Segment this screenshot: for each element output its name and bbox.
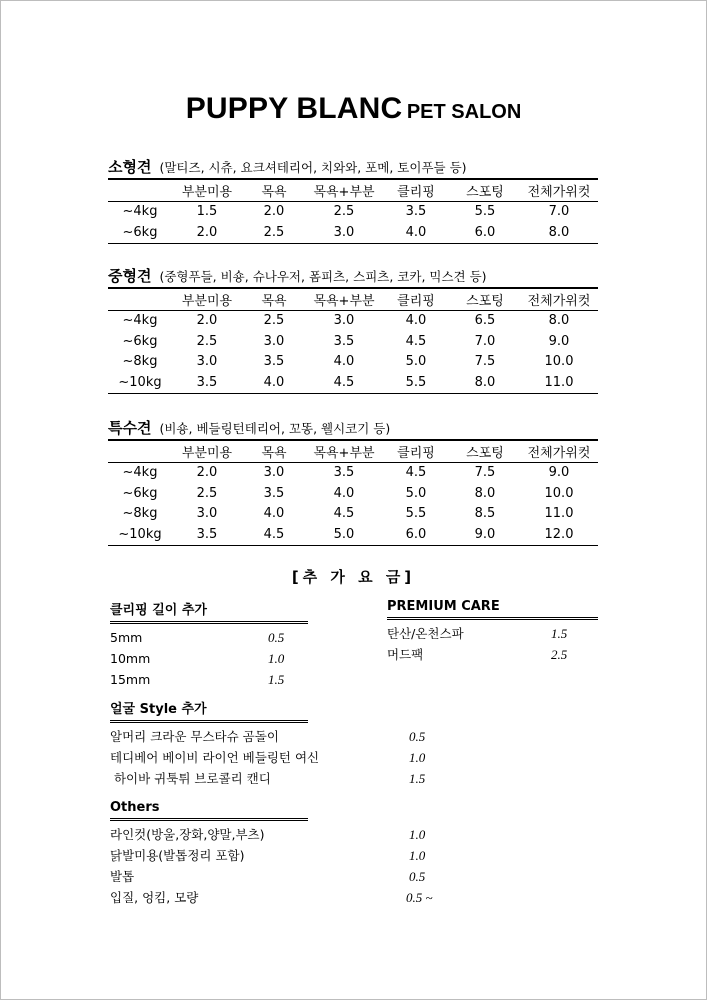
section-desc: (비숑, 베들링턴테리어, 꼬똥, 웰시코기 등) bbox=[159, 421, 391, 436]
table-row bbox=[108, 462, 598, 483]
col-bath-partial: 목욕+부분 bbox=[313, 445, 375, 461]
list-item bbox=[110, 747, 426, 768]
section-desc: (말티즈, 시츄, 요크셔테리어, 치와와, 포메, 토이푸들 등) bbox=[159, 160, 467, 175]
item-label: 발톱 bbox=[110, 869, 135, 884]
cell: 2.5 bbox=[333, 204, 355, 220]
cell: 4.5 bbox=[333, 506, 355, 522]
list-item bbox=[110, 824, 426, 845]
col-sporting: 스포팅 bbox=[466, 184, 504, 200]
col-clipping: 클리핑 bbox=[397, 184, 435, 200]
cell: ~8kg bbox=[122, 506, 158, 522]
item-value: 1.5 bbox=[409, 771, 426, 786]
section-header bbox=[108, 417, 598, 439]
block-title: PREMIUM CARE bbox=[387, 599, 598, 620]
col-weight bbox=[108, 179, 172, 201]
cell: 11.0 bbox=[544, 374, 574, 390]
title-sub: PET SALON bbox=[406, 101, 522, 123]
cell: 7.5 bbox=[474, 465, 496, 481]
cell: ~10kg bbox=[118, 374, 162, 390]
table-row bbox=[108, 372, 598, 393]
cell: 6.0 bbox=[474, 224, 496, 240]
section-small-dogs bbox=[108, 156, 598, 244]
cell: 4.5 bbox=[405, 465, 427, 481]
cell: 4.0 bbox=[405, 224, 427, 240]
block-title: 클리핑 길이 추가 bbox=[110, 599, 308, 624]
item-label: 머드팩 bbox=[387, 647, 424, 662]
item-label: 알머리 크라운 무스타슈 곰돌이 bbox=[110, 729, 279, 744]
cell: 3.5 bbox=[196, 374, 218, 390]
cell: 3.0 bbox=[333, 313, 355, 329]
item-value: 0.5 ~ bbox=[406, 890, 433, 905]
item-label: 입질, 엉킴, 모량 bbox=[110, 890, 199, 905]
table-row bbox=[108, 352, 598, 373]
cell: 5.5 bbox=[474, 204, 496, 220]
item-value: 1.5 bbox=[551, 626, 568, 641]
cell: 5.0 bbox=[333, 526, 355, 542]
cell: 6.0 bbox=[405, 526, 427, 542]
cell: ~6kg bbox=[122, 333, 158, 349]
cell: 4.0 bbox=[333, 485, 355, 501]
table-header-row bbox=[108, 440, 598, 462]
cell: 11.0 bbox=[544, 506, 574, 522]
cell: 5.5 bbox=[405, 506, 427, 522]
face-style-block bbox=[110, 698, 426, 789]
col-partial: 부분미용 bbox=[181, 445, 233, 461]
section-name: 특수견 bbox=[108, 419, 152, 437]
table-row bbox=[108, 483, 598, 504]
cell: 3.5 bbox=[405, 204, 427, 220]
item-value: 1.5 bbox=[268, 672, 285, 687]
col-clipping: 클리핑 bbox=[397, 445, 435, 461]
item-label: 10mm bbox=[110, 651, 151, 666]
col-scissor: 전체가위컷 bbox=[527, 445, 591, 461]
col-sporting: 스포팅 bbox=[466, 293, 504, 309]
col-bath-partial: 목욕+부분 bbox=[313, 184, 375, 200]
item-label: 하이바 귀툭튀 브로콜리 캔디 bbox=[110, 771, 271, 786]
table-row bbox=[108, 504, 598, 525]
block-title: 얼굴 Style 추가 bbox=[110, 698, 308, 723]
col-bath: 목욕 bbox=[261, 293, 287, 309]
table-row bbox=[108, 331, 598, 352]
cell: ~6kg bbox=[122, 485, 158, 501]
col-partial: 부분미용 bbox=[181, 293, 233, 309]
cell: ~4kg bbox=[122, 204, 158, 220]
cell: 4.0 bbox=[263, 374, 285, 390]
cell: 3.0 bbox=[333, 224, 355, 240]
extra-fees-title: [추 가 요 금] bbox=[291, 568, 416, 586]
cell: 9.0 bbox=[474, 526, 496, 542]
table-row bbox=[108, 524, 598, 545]
list-item bbox=[110, 845, 426, 866]
col-clipping: 클리핑 bbox=[397, 293, 435, 309]
item-value: 0.5 bbox=[409, 729, 426, 744]
cell: 1.5 bbox=[196, 204, 218, 220]
cell: 4.0 bbox=[263, 506, 285, 522]
cell: 9.0 bbox=[548, 465, 570, 481]
block-title: Others bbox=[110, 800, 308, 821]
cell: 2.0 bbox=[263, 204, 285, 220]
cell: 2.5 bbox=[263, 313, 285, 329]
cell: 8.5 bbox=[474, 506, 496, 522]
item-value: 0.5 bbox=[268, 630, 285, 645]
cell: 9.0 bbox=[548, 333, 570, 349]
list-item bbox=[110, 669, 308, 690]
list-item bbox=[110, 866, 426, 887]
col-weight bbox=[108, 288, 172, 310]
others-block bbox=[110, 800, 433, 908]
list-item bbox=[387, 644, 598, 665]
section-desc: (중형푸들, 비숑, 슈나우저, 폼피츠, 스피츠, 코카, 믹스견 등) bbox=[159, 269, 487, 284]
item-label: 라인컷(방울,장화,양말,부츠) bbox=[110, 827, 265, 842]
cell: 2.0 bbox=[196, 465, 218, 481]
item-value: 1.0 bbox=[409, 848, 426, 863]
cell: 10.0 bbox=[544, 354, 574, 370]
cell: 7.0 bbox=[474, 333, 496, 349]
cell: 4.0 bbox=[405, 313, 427, 329]
cell: 8.0 bbox=[474, 374, 496, 390]
col-partial: 부분미용 bbox=[181, 184, 233, 200]
list-item bbox=[110, 627, 308, 648]
cell: 2.0 bbox=[196, 224, 218, 240]
cell: 4.5 bbox=[333, 374, 355, 390]
cell: ~4kg bbox=[122, 465, 158, 481]
cell: 7.0 bbox=[548, 204, 570, 220]
cell: 2.5 bbox=[196, 485, 218, 501]
cell: 8.0 bbox=[474, 485, 496, 501]
cell: 8.0 bbox=[548, 313, 570, 329]
col-bath: 목욕 bbox=[261, 445, 287, 461]
item-value: 2.5 bbox=[551, 647, 568, 662]
cell: 4.5 bbox=[405, 333, 427, 349]
col-sporting: 스포팅 bbox=[466, 445, 504, 461]
table-row bbox=[108, 310, 598, 331]
cell: 4.0 bbox=[333, 354, 355, 370]
cell: 2.0 bbox=[196, 313, 218, 329]
cell: 3.0 bbox=[196, 506, 218, 522]
table-header-row bbox=[108, 288, 598, 310]
table-row bbox=[108, 201, 598, 222]
section-special-dogs bbox=[108, 417, 598, 546]
cell: 5.5 bbox=[405, 374, 427, 390]
cell: ~6kg bbox=[122, 224, 158, 240]
item-label: 15mm bbox=[110, 672, 151, 687]
cell: 3.0 bbox=[196, 354, 218, 370]
price-table bbox=[108, 178, 598, 244]
cell: 2.5 bbox=[263, 224, 285, 240]
cell: 10.0 bbox=[544, 485, 574, 501]
item-label: 테디베어 베이비 라이언 베들링턴 여신 bbox=[110, 750, 320, 765]
salon-title bbox=[0, 92, 707, 126]
section-header bbox=[108, 265, 598, 287]
cell: 3.5 bbox=[263, 485, 285, 501]
cell: 5.0 bbox=[405, 485, 427, 501]
price-table bbox=[108, 439, 598, 546]
cell: ~10kg bbox=[118, 526, 162, 542]
col-bath-partial: 목욕+부분 bbox=[313, 293, 375, 309]
title-main: PUPPY BLANC bbox=[185, 92, 403, 125]
item-value: 1.0 bbox=[409, 750, 426, 765]
clipping-length-block bbox=[110, 599, 308, 690]
item-label: 5mm bbox=[110, 630, 143, 645]
cell: ~4kg bbox=[122, 313, 158, 329]
cell: 6.5 bbox=[474, 313, 496, 329]
premium-care-block bbox=[387, 599, 598, 665]
table-row bbox=[108, 222, 598, 243]
section-name: 중형견 bbox=[108, 267, 152, 285]
price-table bbox=[108, 287, 598, 394]
cell: 2.5 bbox=[196, 333, 218, 349]
item-value: 1.0 bbox=[268, 651, 285, 666]
item-value: 0.5 bbox=[409, 869, 426, 884]
item-value: 1.0 bbox=[409, 827, 426, 842]
cell: 3.0 bbox=[263, 465, 285, 481]
cell: 3.5 bbox=[333, 333, 355, 349]
col-bath: 목욕 bbox=[261, 184, 287, 200]
cell: 4.5 bbox=[263, 526, 285, 542]
section-header bbox=[108, 156, 598, 178]
cell: 3.5 bbox=[263, 354, 285, 370]
list-item bbox=[110, 648, 308, 669]
col-weight bbox=[108, 440, 172, 462]
list-item bbox=[110, 726, 426, 747]
cell: 7.5 bbox=[474, 354, 496, 370]
list-item bbox=[110, 887, 433, 908]
list-item bbox=[387, 623, 598, 644]
cell: 3.0 bbox=[263, 333, 285, 349]
item-label: 탄산/온천스파 bbox=[387, 626, 464, 641]
cell: 5.0 bbox=[405, 354, 427, 370]
list-item bbox=[110, 768, 426, 789]
section-medium-dogs bbox=[108, 265, 598, 394]
cell: 12.0 bbox=[544, 526, 574, 542]
col-scissor: 전체가위컷 bbox=[527, 293, 591, 309]
table-header-row bbox=[108, 179, 598, 201]
col-scissor: 전체가위컷 bbox=[527, 184, 591, 200]
cell: 3.5 bbox=[196, 526, 218, 542]
item-label: 닭발미용(발톱정리 포함) bbox=[110, 848, 245, 863]
cell: ~8kg bbox=[122, 354, 158, 370]
cell: 8.0 bbox=[548, 224, 570, 240]
section-name: 소형견 bbox=[108, 158, 152, 176]
cell: 3.5 bbox=[333, 465, 355, 481]
